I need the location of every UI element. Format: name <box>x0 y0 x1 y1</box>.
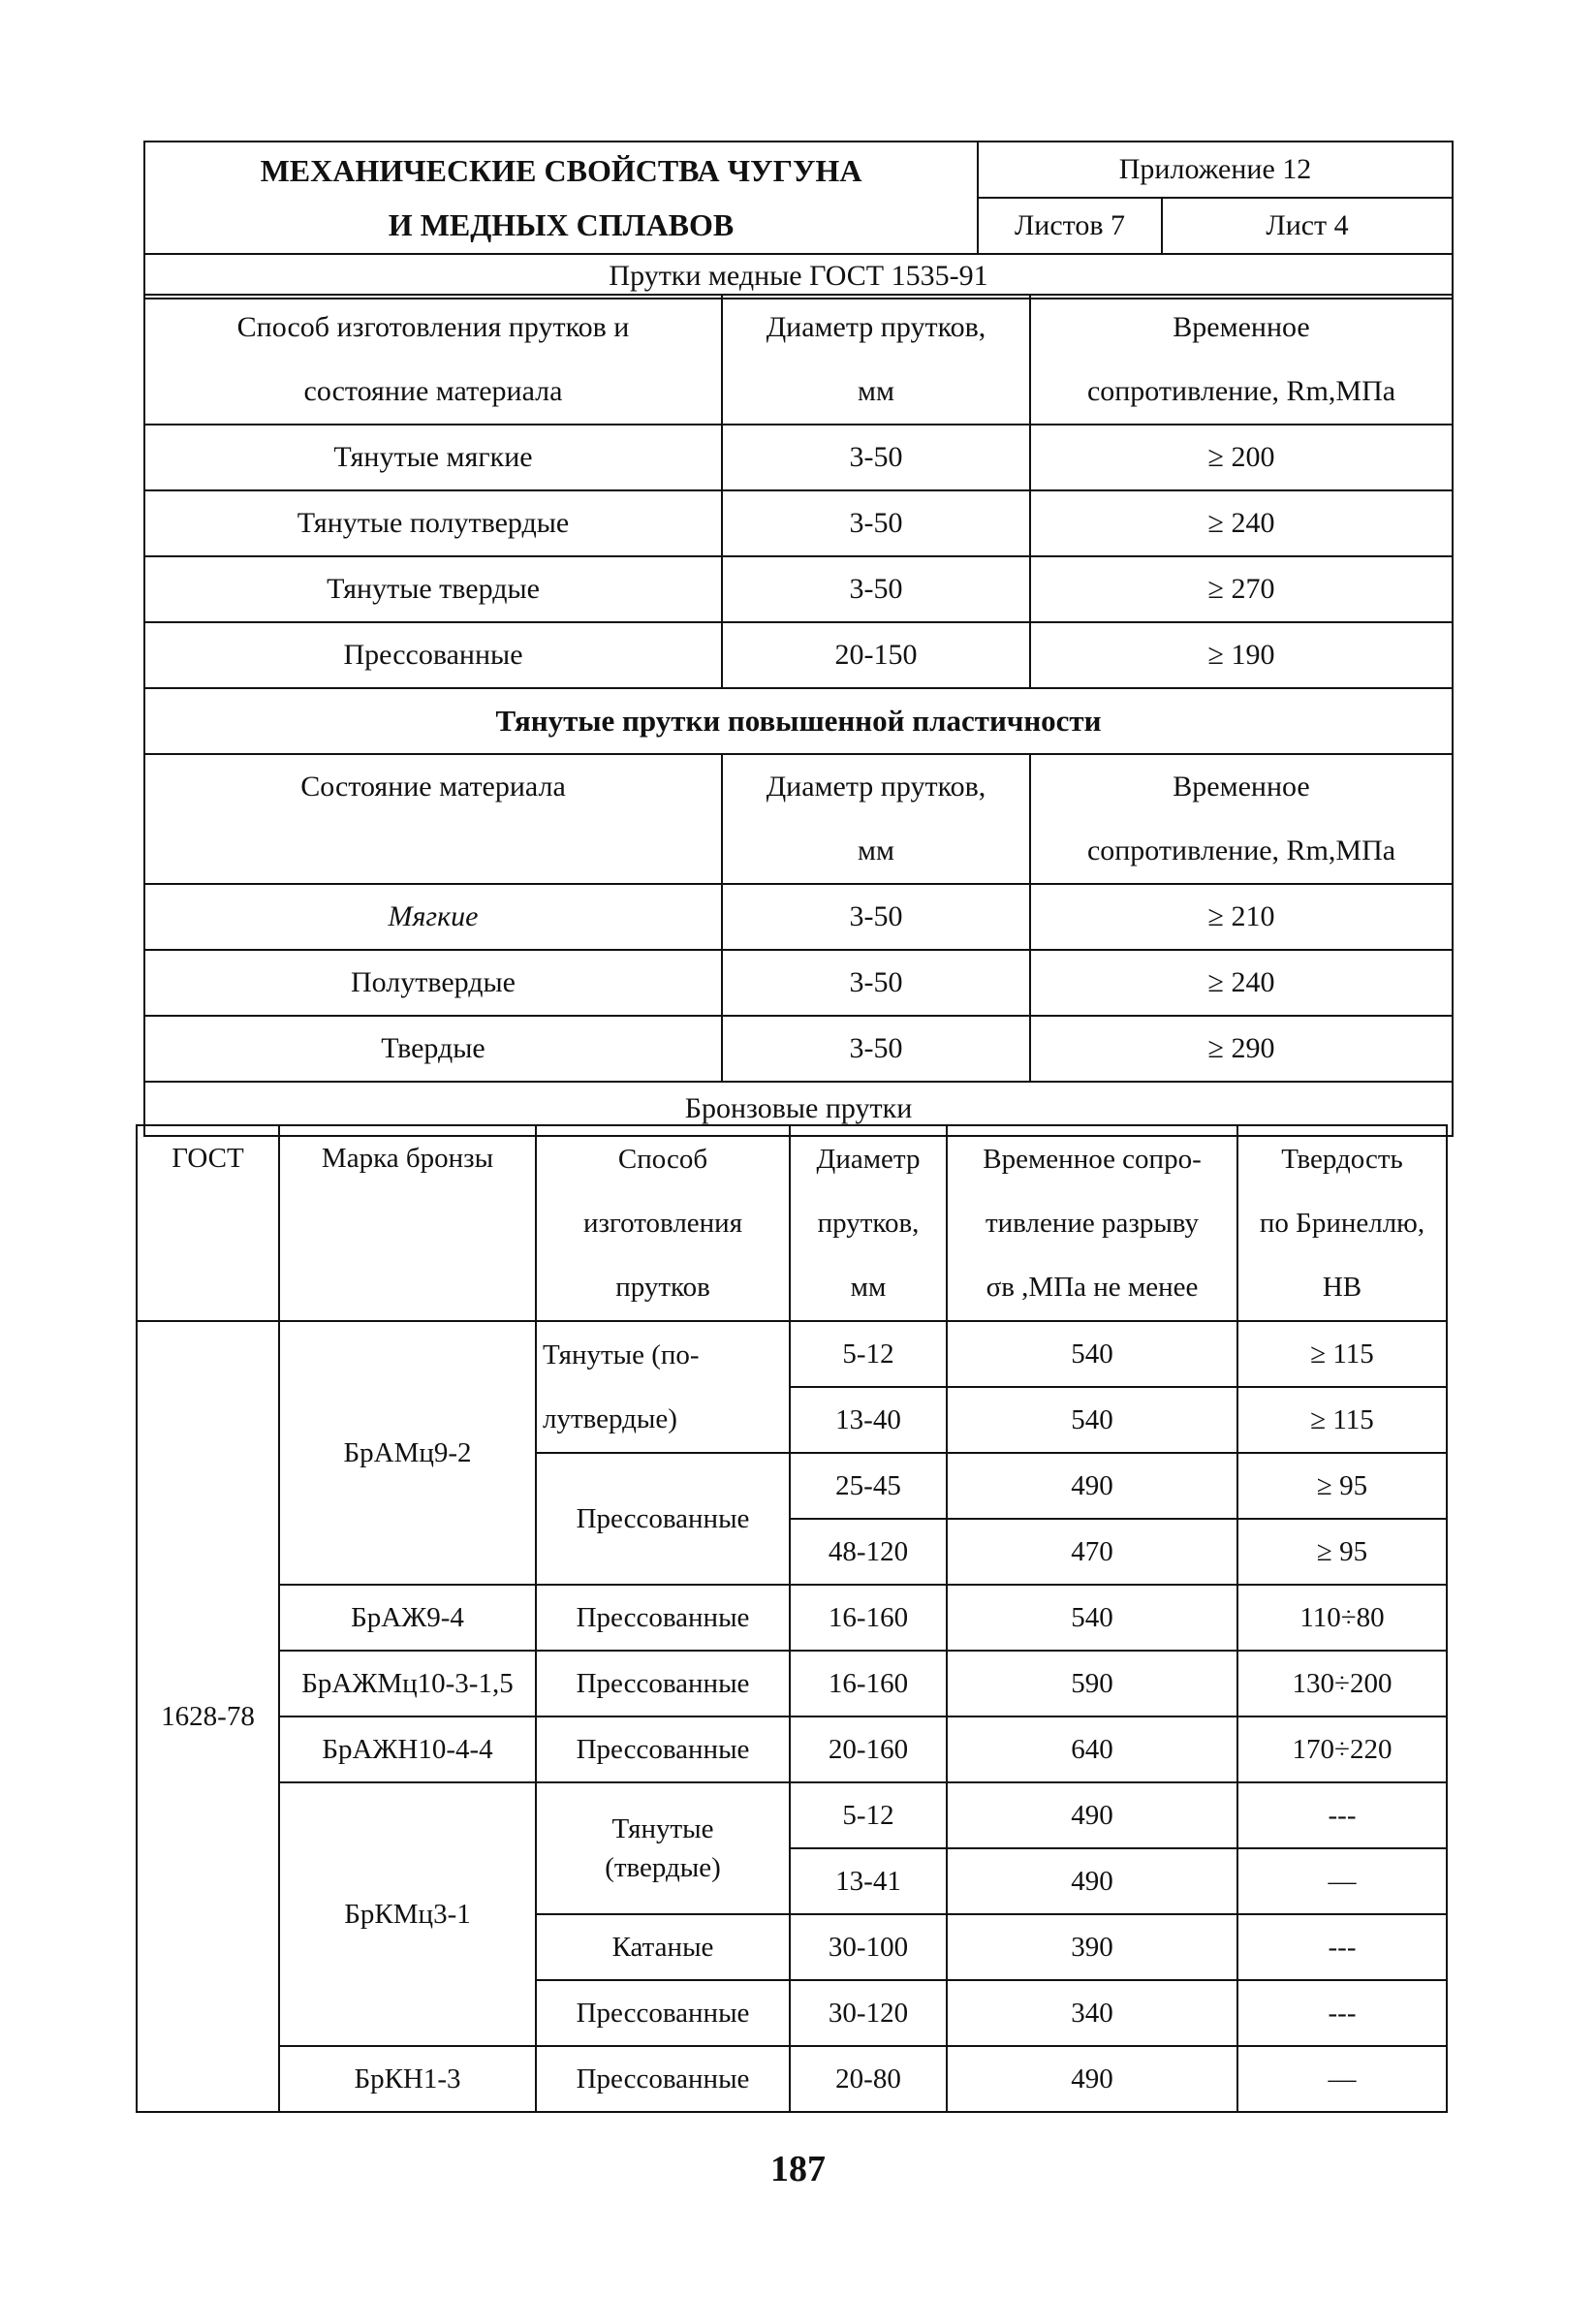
table-cell: ≥ 240 <box>1030 490 1453 556</box>
table-cell: ≥ 115 <box>1237 1387 1447 1453</box>
table-cell: ≥ 290 <box>1030 1016 1453 1082</box>
table-cell: ≥ 240 <box>1030 950 1453 1016</box>
table-cell: 470 <box>947 1519 1237 1585</box>
table-cell: Тянутые твердые <box>144 556 722 622</box>
grade-cell: БрАЖН10-4-4 <box>279 1716 536 1782</box>
table-cell: --- <box>1237 1782 1447 1848</box>
column-header: Твердость по Бринеллю, НВ <box>1237 1125 1447 1321</box>
method-cell: Прессованные <box>536 1585 790 1651</box>
table-cell: 340 <box>947 1980 1237 2046</box>
table-cell: 110÷80 <box>1237 1585 1447 1651</box>
table-header-row <box>144 295 1453 425</box>
table-cell: Полутвердые <box>144 950 722 1016</box>
table-cell: Тянутые мягкие <box>144 425 722 490</box>
table-cell: ≥ 95 <box>1237 1519 1447 1585</box>
table-cell: Мягкие <box>144 884 722 950</box>
page-number: 187 <box>770 2149 826 2189</box>
table-cell: 540 <box>947 1321 1237 1387</box>
method-cell: Прессованные <box>536 2046 790 2112</box>
grade-cell: БрАЖ9-4 <box>279 1585 536 1651</box>
grade-cell: БрКН1-3 <box>279 2046 536 2112</box>
table-cell: --- <box>1237 1914 1447 1980</box>
section-bronze-rods: Бронзовые прутки <box>144 1082 1453 1136</box>
table-cell: --- <box>1237 1980 1447 2046</box>
table-row <box>144 950 1453 1016</box>
method-cell: Тянутые (твердые) <box>536 1782 790 1914</box>
table-cell: 490 <box>947 1848 1237 1914</box>
table-cell: 3-50 <box>722 950 1030 1016</box>
table-cell: 16-160 <box>790 1651 947 1716</box>
table-cell: 3-50 <box>722 425 1030 490</box>
table-cell: ≥ 210 <box>1030 884 1453 950</box>
sheet-number: Лист 4 <box>1162 198 1453 254</box>
table-cell: 48-120 <box>790 1519 947 1585</box>
table-row <box>137 1782 1447 1848</box>
column-header: Марка бронзы <box>279 1125 536 1321</box>
table-cell: — <box>1237 1848 1447 1914</box>
table-header-row <box>137 1125 1447 1321</box>
method-cell: Прессованные <box>536 1980 790 2046</box>
method-cell: Катаные <box>536 1914 790 1980</box>
column-header: ГОСТ <box>137 1125 279 1321</box>
table-cell: ≥ 200 <box>1030 425 1453 490</box>
table-cell: 20-150 <box>722 622 1030 688</box>
section-copper-rods: Прутки медные ГОСТ 1535-91 <box>144 254 1453 299</box>
table-row <box>137 1321 1447 1387</box>
table-cell: ≥ 190 <box>1030 622 1453 688</box>
grade-cell: БрКМц3-1 <box>279 1782 536 2046</box>
copper-rods-table <box>143 294 1454 1137</box>
table-cell: — <box>1237 2046 1447 2112</box>
table-header-row <box>144 754 1453 884</box>
table-cell: ≥ 270 <box>1030 556 1453 622</box>
table-cell: 30-100 <box>790 1914 947 1980</box>
column-header: Временное сопротивление, Rm,МПа <box>1030 295 1453 425</box>
table-cell: 3-50 <box>722 556 1030 622</box>
section-high-plasticity: Тянутые прутки повышенной пластичности <box>144 688 1453 754</box>
table-cell: 30-120 <box>790 1980 947 2046</box>
table-cell: 13-41 <box>790 1848 947 1914</box>
table-cell: 5-12 <box>790 1321 947 1387</box>
table-row <box>144 622 1453 688</box>
table-row <box>144 425 1453 490</box>
table-row <box>137 1585 1447 1651</box>
table-cell: 490 <box>947 1782 1237 1848</box>
table-cell: ≥ 95 <box>1237 1453 1447 1519</box>
method-cell: Прессованные <box>536 1651 790 1716</box>
column-header: Способ изготовления прутков и состояние материала <box>144 295 722 425</box>
appendix-label: Приложение 12 <box>978 142 1453 198</box>
table-cell: 3-50 <box>722 490 1030 556</box>
table-cell: 20-80 <box>790 2046 947 2112</box>
table-cell: 540 <box>947 1387 1237 1453</box>
table-cell: 390 <box>947 1914 1237 1980</box>
method-cell: Тянутые (по- лутвердые) <box>536 1321 790 1453</box>
table-cell: 3-50 <box>722 884 1030 950</box>
column-header: Временное сопротивление, Rm,МПа <box>1030 754 1453 884</box>
table-row <box>144 884 1453 950</box>
column-header: Диаметр прутков, мм <box>722 754 1030 884</box>
table-cell: 20-160 <box>790 1716 947 1782</box>
table-row <box>137 1716 1447 1782</box>
grade-cell: БрАЖМц10-3-1,5 <box>279 1651 536 1716</box>
grade-cell: БрАМц9-2 <box>279 1321 536 1585</box>
table-cell: ≥ 115 <box>1237 1321 1447 1387</box>
gost-cell: 1628-78 <box>137 1321 279 2112</box>
table-cell: 590 <box>947 1651 1237 1716</box>
title-line-1: МЕХАНИЧЕСКИЕ СВОЙСТВА ЧУГУНА <box>260 153 862 188</box>
title-line-2: И МЕДНЫХ СПЛАВОВ <box>388 207 735 242</box>
document-title <box>144 142 978 254</box>
table-row <box>144 490 1453 556</box>
table-cell: 25-45 <box>790 1453 947 1519</box>
table-row <box>137 2046 1447 2112</box>
table-row <box>144 556 1453 622</box>
column-header: Состояние материала <box>144 754 722 884</box>
table-cell: Тянутые полутвердые <box>144 490 722 556</box>
table-cell: 5-12 <box>790 1782 947 1848</box>
table-cell: 170÷220 <box>1237 1716 1447 1782</box>
method-cell: Прессованные <box>536 1453 790 1585</box>
column-header: Временное сопро- тивление разрыву σв ,МПа не менее <box>947 1125 1237 1321</box>
bronze-rods-table <box>136 1124 1448 2113</box>
table-row <box>137 1651 1447 1716</box>
table-cell: 540 <box>947 1585 1237 1651</box>
method-cell: Прессованные <box>536 1716 790 1782</box>
table-cell: Твердые <box>144 1016 722 1082</box>
table-row <box>144 1016 1453 1082</box>
sheets-total: Листов 7 <box>978 198 1162 254</box>
table-cell: 13-40 <box>790 1387 947 1453</box>
table-cell: 640 <box>947 1716 1237 1782</box>
table-cell: 490 <box>947 1453 1237 1519</box>
column-header: Диаметр прутков, мм <box>790 1125 947 1321</box>
table-cell: 3-50 <box>722 1016 1030 1082</box>
header-table <box>143 141 1454 299</box>
table-cell: 16-160 <box>790 1585 947 1651</box>
table-cell: Прессованные <box>144 622 722 688</box>
column-header: Диаметр прутков, мм <box>722 295 1030 425</box>
column-header: Способ изготовления прутков <box>536 1125 790 1321</box>
table-cell: 130÷200 <box>1237 1651 1447 1716</box>
table-cell: 490 <box>947 2046 1237 2112</box>
